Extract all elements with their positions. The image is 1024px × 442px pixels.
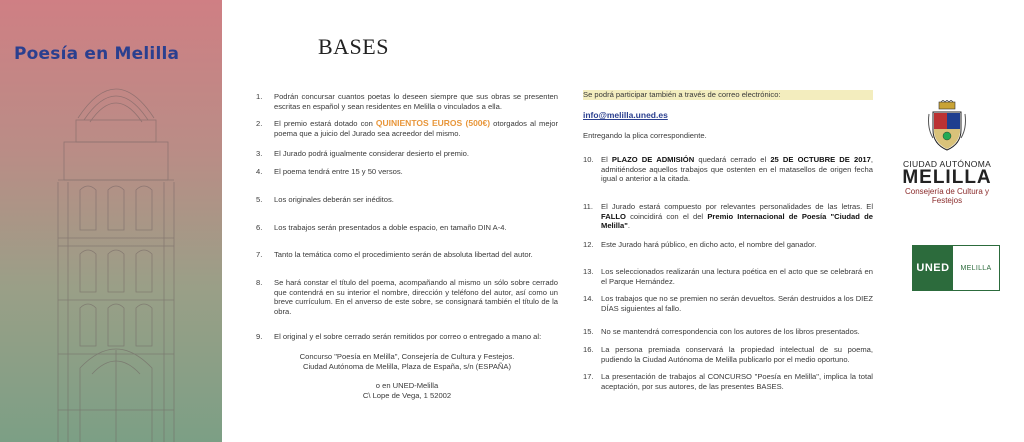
building-facade-illustration — [18, 70, 214, 442]
rule-text-part: El — [601, 155, 608, 164]
rule-number: 14. — [583, 294, 594, 303]
logo-city-label: CIUDAD AUTÓNOMA — [902, 159, 992, 169]
rule-text-part: coincidirá con el del — [630, 211, 704, 221]
rule-text-part: , admitiéndose aquellos trabajos que ostenten en el matasellos de origen fecha igual o anterior a la citada. — [601, 155, 873, 184]
rule-16 — [583, 345, 873, 364]
rule-number: 7. — [256, 250, 263, 259]
rule-text: Podrán concursar cuantos poetas lo deseen siempre que sus obras se presenten escritas en español y sean residentes en Melilla o vinculados a ella. — [274, 92, 558, 111]
rule-number: 3. — [256, 149, 263, 158]
rule-text: No se mantendrá correspondencia con los autores de los libros presentados. — [601, 327, 860, 336]
email-intro — [583, 90, 873, 100]
address-line: Concurso "Poesía en Melilla", Consejería de Cultura y Festejos. — [299, 352, 515, 361]
address-line: C\ Lope de Vega, 1 52002 — [362, 390, 452, 400]
rule-text: Se hará constar el título del poema, acompañando al mismo un sólo sobre cerrado que contendrá en su interior el nombre, dirección y teléfono del autor, así como un breve currículum. En el anverso de este sobre, se consignará también el título de la obra. — [274, 278, 558, 316]
uned-logo-city: MELILLA — [960, 264, 992, 272]
rule-number: 6. — [256, 223, 263, 232]
rule-number: 2. — [256, 119, 263, 128]
rule-text: La persona premiada conservará la propiedad intelectual de su poema, pudiendo la Ciudad Autónoma de Melilla publicarlo por el medio oportuno. — [601, 345, 873, 364]
rule-6 — [256, 223, 558, 233]
rule-2 — [256, 119, 558, 138]
rule-number: 16. — [583, 345, 594, 354]
rule-number: 4. — [256, 167, 263, 176]
rule-number: 13. — [583, 267, 594, 276]
rule-15 — [583, 327, 873, 337]
rule-13 — [583, 267, 873, 286]
rule-text: Los originales deberán ser inéditos. — [274, 195, 394, 204]
bases-heading: BASES — [318, 34, 389, 59]
rule-number: 1. — [256, 92, 263, 101]
left-decorative-panel — [0, 0, 222, 442]
rule-text-part: El Jurado estará compuesto por relevantes personalidades de las letras. El — [601, 202, 873, 211]
rule-text: El original y el sobre cerrado serán remitidos por correo o entregado a mano al: — [274, 332, 542, 341]
rule-text: Los trabajos serán presentados a doble espacio, en tamaño DIN A-4. — [274, 223, 507, 232]
email-link[interactable]: info@melilla.uned.es — [583, 110, 668, 120]
melilla-logo — [892, 100, 1002, 205]
rule-text: La presentación de trabajos al CONCURSO "Poesía en Melilla", implica la total aceptación, por sus autores, de las presentes BASES. — [601, 372, 873, 391]
rule-text: El poema tendrá entre 15 y 50 versos. — [274, 167, 403, 176]
rule-text-part: El premio estará dotado con — [274, 119, 373, 128]
uned-logo-text: UNED — [913, 246, 953, 290]
rule-number: 15. — [583, 327, 594, 336]
rule-number: 17. — [583, 372, 594, 381]
rule-7 — [256, 250, 558, 260]
rule-number: 11. — [583, 202, 593, 211]
address-line: Ciudad Autónoma de Melilla, Plaza de España, s/n (ESPAÑA) — [303, 361, 511, 371]
address-line: o en UNED-Melilla — [375, 381, 439, 391]
rule-number: 12. — [583, 240, 594, 249]
postal-address — [256, 352, 558, 400]
fallo-label: FALLO — [601, 211, 626, 221]
rule-11 — [583, 202, 873, 231]
rule-14 — [583, 294, 873, 313]
rule-text-part: . — [627, 221, 630, 231]
rule-text — [274, 119, 558, 138]
rule-9 — [256, 332, 558, 342]
rule-text: Tanto la temática como el procedimiento serán de absoluta libertad del autor. — [274, 250, 533, 259]
logo-city-name: MELILLA — [902, 167, 992, 188]
rule-text: El Jurado podrá igualmente considerar desierto el premio. — [274, 149, 470, 158]
rule-text — [601, 202, 873, 231]
plica-row — [583, 131, 873, 141]
prize-name: Premio Internacional de Poesía "Ciudad de Melilla" — [601, 211, 873, 231]
rule-text: Los trabajos que no se premien no serán devueltos. Serán destruidos a los DIEZ DÍAS siguientes al fallo. — [601, 294, 873, 313]
rule-text-part: otorgados al mejor poema que a juicio del Jurado sea acreedor del mismo. — [274, 119, 558, 138]
rule-text-part: quedará cerrado el — [698, 155, 767, 164]
rule-4 — [256, 167, 558, 177]
rule-3 — [256, 149, 558, 159]
deadline-date: 25 DE OCTUBRE DE 2017 — [770, 155, 871, 164]
prize-amount: QUINIENTOS EUROS (500€) — [375, 118, 491, 128]
logo-department: Consejería de Cultura y Festejos — [904, 187, 990, 205]
rule-number: 9. — [256, 332, 263, 341]
rule-text: Los seleccionados realizarán una lectura poética en el acto que se celebrará en el Parque Hernández. — [601, 267, 873, 286]
email-intro-text: Se podrá participar también a través de correo electrónico: — [583, 90, 873, 100]
poetry-title: Poesía en Melilla — [14, 44, 180, 64]
rule-number: 10. — [583, 155, 594, 164]
rule-number: 8. — [256, 278, 263, 287]
rule-17 — [583, 372, 873, 391]
rule-1 — [256, 92, 558, 111]
rule-text: Este Jurado hará público, en dicho acto, el nombre del ganador. — [601, 240, 817, 249]
uned-logo — [912, 245, 1000, 291]
rule-text — [601, 155, 873, 184]
rule-12 — [583, 240, 873, 250]
rule-10 — [583, 155, 873, 184]
rule-number: 5. — [256, 195, 263, 204]
deadline-label: PLAZO DE ADMISIÓN — [611, 155, 695, 164]
plica-text: Entregando la plica correspondiente. — [583, 131, 707, 140]
rule-8 — [256, 278, 558, 316]
coat-of-arms-icon — [925, 100, 969, 152]
rule-5 — [256, 195, 558, 205]
email-row — [583, 111, 873, 121]
